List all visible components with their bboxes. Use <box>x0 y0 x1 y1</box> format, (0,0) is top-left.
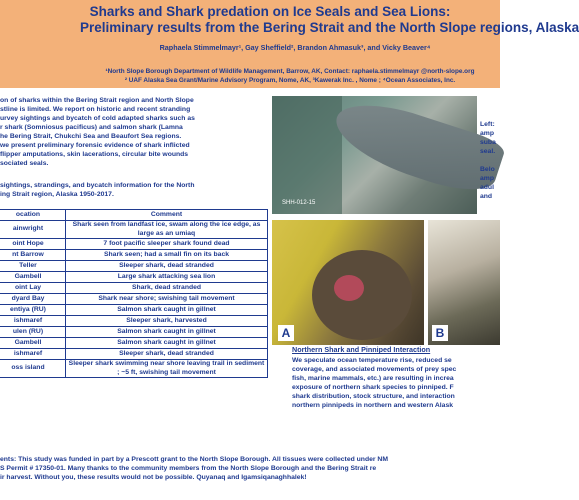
table-row <box>0 239 268 250</box>
intro-line: stline is limited. We report on historic and recent stranding <box>0 106 191 113</box>
location-cell: ishmaref <box>0 349 66 360</box>
location-cell: ishmaref <box>0 316 66 327</box>
location-cell: entiya (RU) <box>0 305 66 316</box>
table-row <box>0 272 268 283</box>
right-caption-line <box>480 156 496 165</box>
comment-cell: Shark seen from landfast ice, swam along the ice edge, as large as an umiaq <box>66 221 268 239</box>
table-row <box>0 360 268 378</box>
right-caption-line: suba <box>480 139 496 146</box>
table-row <box>0 305 268 316</box>
table-row <box>0 294 268 305</box>
intro-line: he Bering Strait, Chukchi Sea and Beaufort Sea regions. <box>0 133 182 140</box>
column-header-location: ocation <box>0 210 66 221</box>
table-header-row <box>0 210 268 221</box>
caption-line: ing Strait region, Alaska 1950-2017. <box>0 191 114 198</box>
location-cell: Gambell <box>0 272 66 283</box>
table-row <box>0 338 268 349</box>
location-cell: ulen (RU) <box>0 327 66 338</box>
section-line: We speculate ocean temperature rise, reduced se <box>292 357 452 364</box>
caption-line: sightings, strandings, and bycatch information for the North <box>0 182 195 189</box>
affiliations <box>0 67 500 85</box>
location-cell: oint Lay <box>0 283 66 294</box>
intro-text <box>0 96 195 168</box>
photo-wound <box>334 275 364 301</box>
photo-label-a: A <box>278 325 294 341</box>
table-row <box>0 250 268 261</box>
table-row <box>0 283 268 294</box>
comment-cell: Sleeper shark, dead stranded <box>66 349 268 360</box>
location-cell: oint Hope <box>0 239 66 250</box>
right-caption-line: amp <box>480 175 494 182</box>
right-caption-line: seal. <box>480 148 496 155</box>
section-heading: Northern Shark and Pinniped Interaction <box>292 345 431 354</box>
table-row <box>0 261 268 272</box>
table-row <box>0 327 268 338</box>
comment-cell: Shark near shore; swishing tail movement <box>66 294 268 305</box>
photo-seal-body <box>312 250 412 340</box>
right-caption-line: Left: <box>480 121 495 128</box>
right-caption-line: Belo <box>480 166 495 173</box>
location-cell: oss island <box>0 360 66 378</box>
intro-line: r shark (Somniosus pacificus) and salmon shark (Lamna <box>0 124 183 131</box>
affiliation-line: ² UAF Alaska Sea Grant/Marine Advisory Program, Nome, AK, ³Kawerak Inc. , Nome ; ⁴Ocean Associates, Inc. <box>124 77 456 84</box>
right-caption-line: adul <box>480 184 494 191</box>
intro-line: sociated seals. <box>0 160 49 167</box>
seal-flipper-photo-a <box>272 220 424 345</box>
right-caption-text <box>480 120 496 201</box>
section-line: fish, marine mammals, etc.) are resulting in increa <box>292 375 454 382</box>
table-row <box>0 349 268 360</box>
poster-header <box>0 0 579 88</box>
location-cell: ainwright <box>0 221 66 239</box>
section-line: coverage, and associated movements of prey spec <box>292 366 457 373</box>
shark-records-table <box>0 209 268 378</box>
section-text <box>292 356 456 410</box>
comment-cell: Shark seen; had a small fin on its back <box>66 250 268 261</box>
comment-cell: Salmon shark caught in gillnet <box>66 338 268 349</box>
comment-cell: 7 foot pacific sleeper shark found dead <box>66 239 268 250</box>
comment-cell: Sleeper shark, dead stranded <box>66 261 268 272</box>
location-cell: Gambell <box>0 338 66 349</box>
table-caption <box>0 181 194 199</box>
photo-specimen-label: SHH-012-15 <box>282 200 316 206</box>
poster-title <box>0 4 579 36</box>
intro-line: urvey sightings and bycatch of cold adapted sharks such as <box>0 115 195 122</box>
section-line: northern pinnipeds in northern and western Alask <box>292 402 454 409</box>
location-cell: nt Barrow <box>0 250 66 261</box>
location-cell: dyard Bay <box>0 294 66 305</box>
intro-line: flipper amputations, skin lacerations, circular bite wounds <box>0 151 189 158</box>
column-header-comment: Comment <box>66 210 268 221</box>
table-row <box>0 221 268 239</box>
right-caption-line: amp <box>480 130 494 137</box>
comment-cell: Large shark attacking sea lion <box>66 272 268 283</box>
comment-cell: Shark, dead stranded <box>66 283 268 294</box>
authors: Raphaela Stimmelmayr¹, Gay Sheffield², Brandon Ahmasuk³, and Vicky Beaver⁴ <box>159 43 431 52</box>
photo-water <box>272 96 342 214</box>
title-line-1: Sharks and Shark predation on Ice Seals and Sea Lions: <box>89 4 451 19</box>
photo-label-b: B <box>432 325 448 341</box>
table-row <box>0 316 268 327</box>
title-line-2: Preliminary results from the Bering Strait and the North Slope regions, Alaska <box>80 20 579 35</box>
right-caption-line: and <box>480 193 493 200</box>
ack-line: ir harvest. Without you, these results would not be possible. Quyanaq and Igamsiqanaghhalek! <box>0 474 307 481</box>
ack-line: ents: This study was funded in part by a Prescott grant to the North Slope Borough. All tissues were collected under NM <box>0 456 388 463</box>
comment-cell: Sleeper shark swimming near shore leaving trail in sediment ; ~5 ft, swishing tail movement <box>66 360 268 378</box>
intro-line: we present preliminary forensic evidence of shark inflicted <box>0 142 190 149</box>
shark-photo-top <box>272 96 477 214</box>
location-cell: Teller <box>0 261 66 272</box>
comment-cell: Salmon shark caught in gillnet <box>66 327 268 338</box>
comment-cell: Sleeper shark, harvested <box>66 316 268 327</box>
acknowledgements <box>0 455 388 482</box>
section-line: shark distribution, stock structure, and interaction <box>292 393 455 400</box>
section-line: exposure of northern shark species to pinniped. F <box>292 384 454 391</box>
intro-line: on of sharks within the Bering Strait region and North Slope <box>0 97 194 104</box>
ack-line: S Permit # 17350-01. Many thanks to the community members from the North Slope Borough and the Bering Strait re <box>0 465 377 472</box>
affiliation-line: ¹North Slope Borough Department of Wildlife Management, Barrow, AK, Contact: raphaela.stimmelmayr @north-slope.org <box>105 68 475 75</box>
comment-cell: Salmon shark caught in gillnet <box>66 305 268 316</box>
